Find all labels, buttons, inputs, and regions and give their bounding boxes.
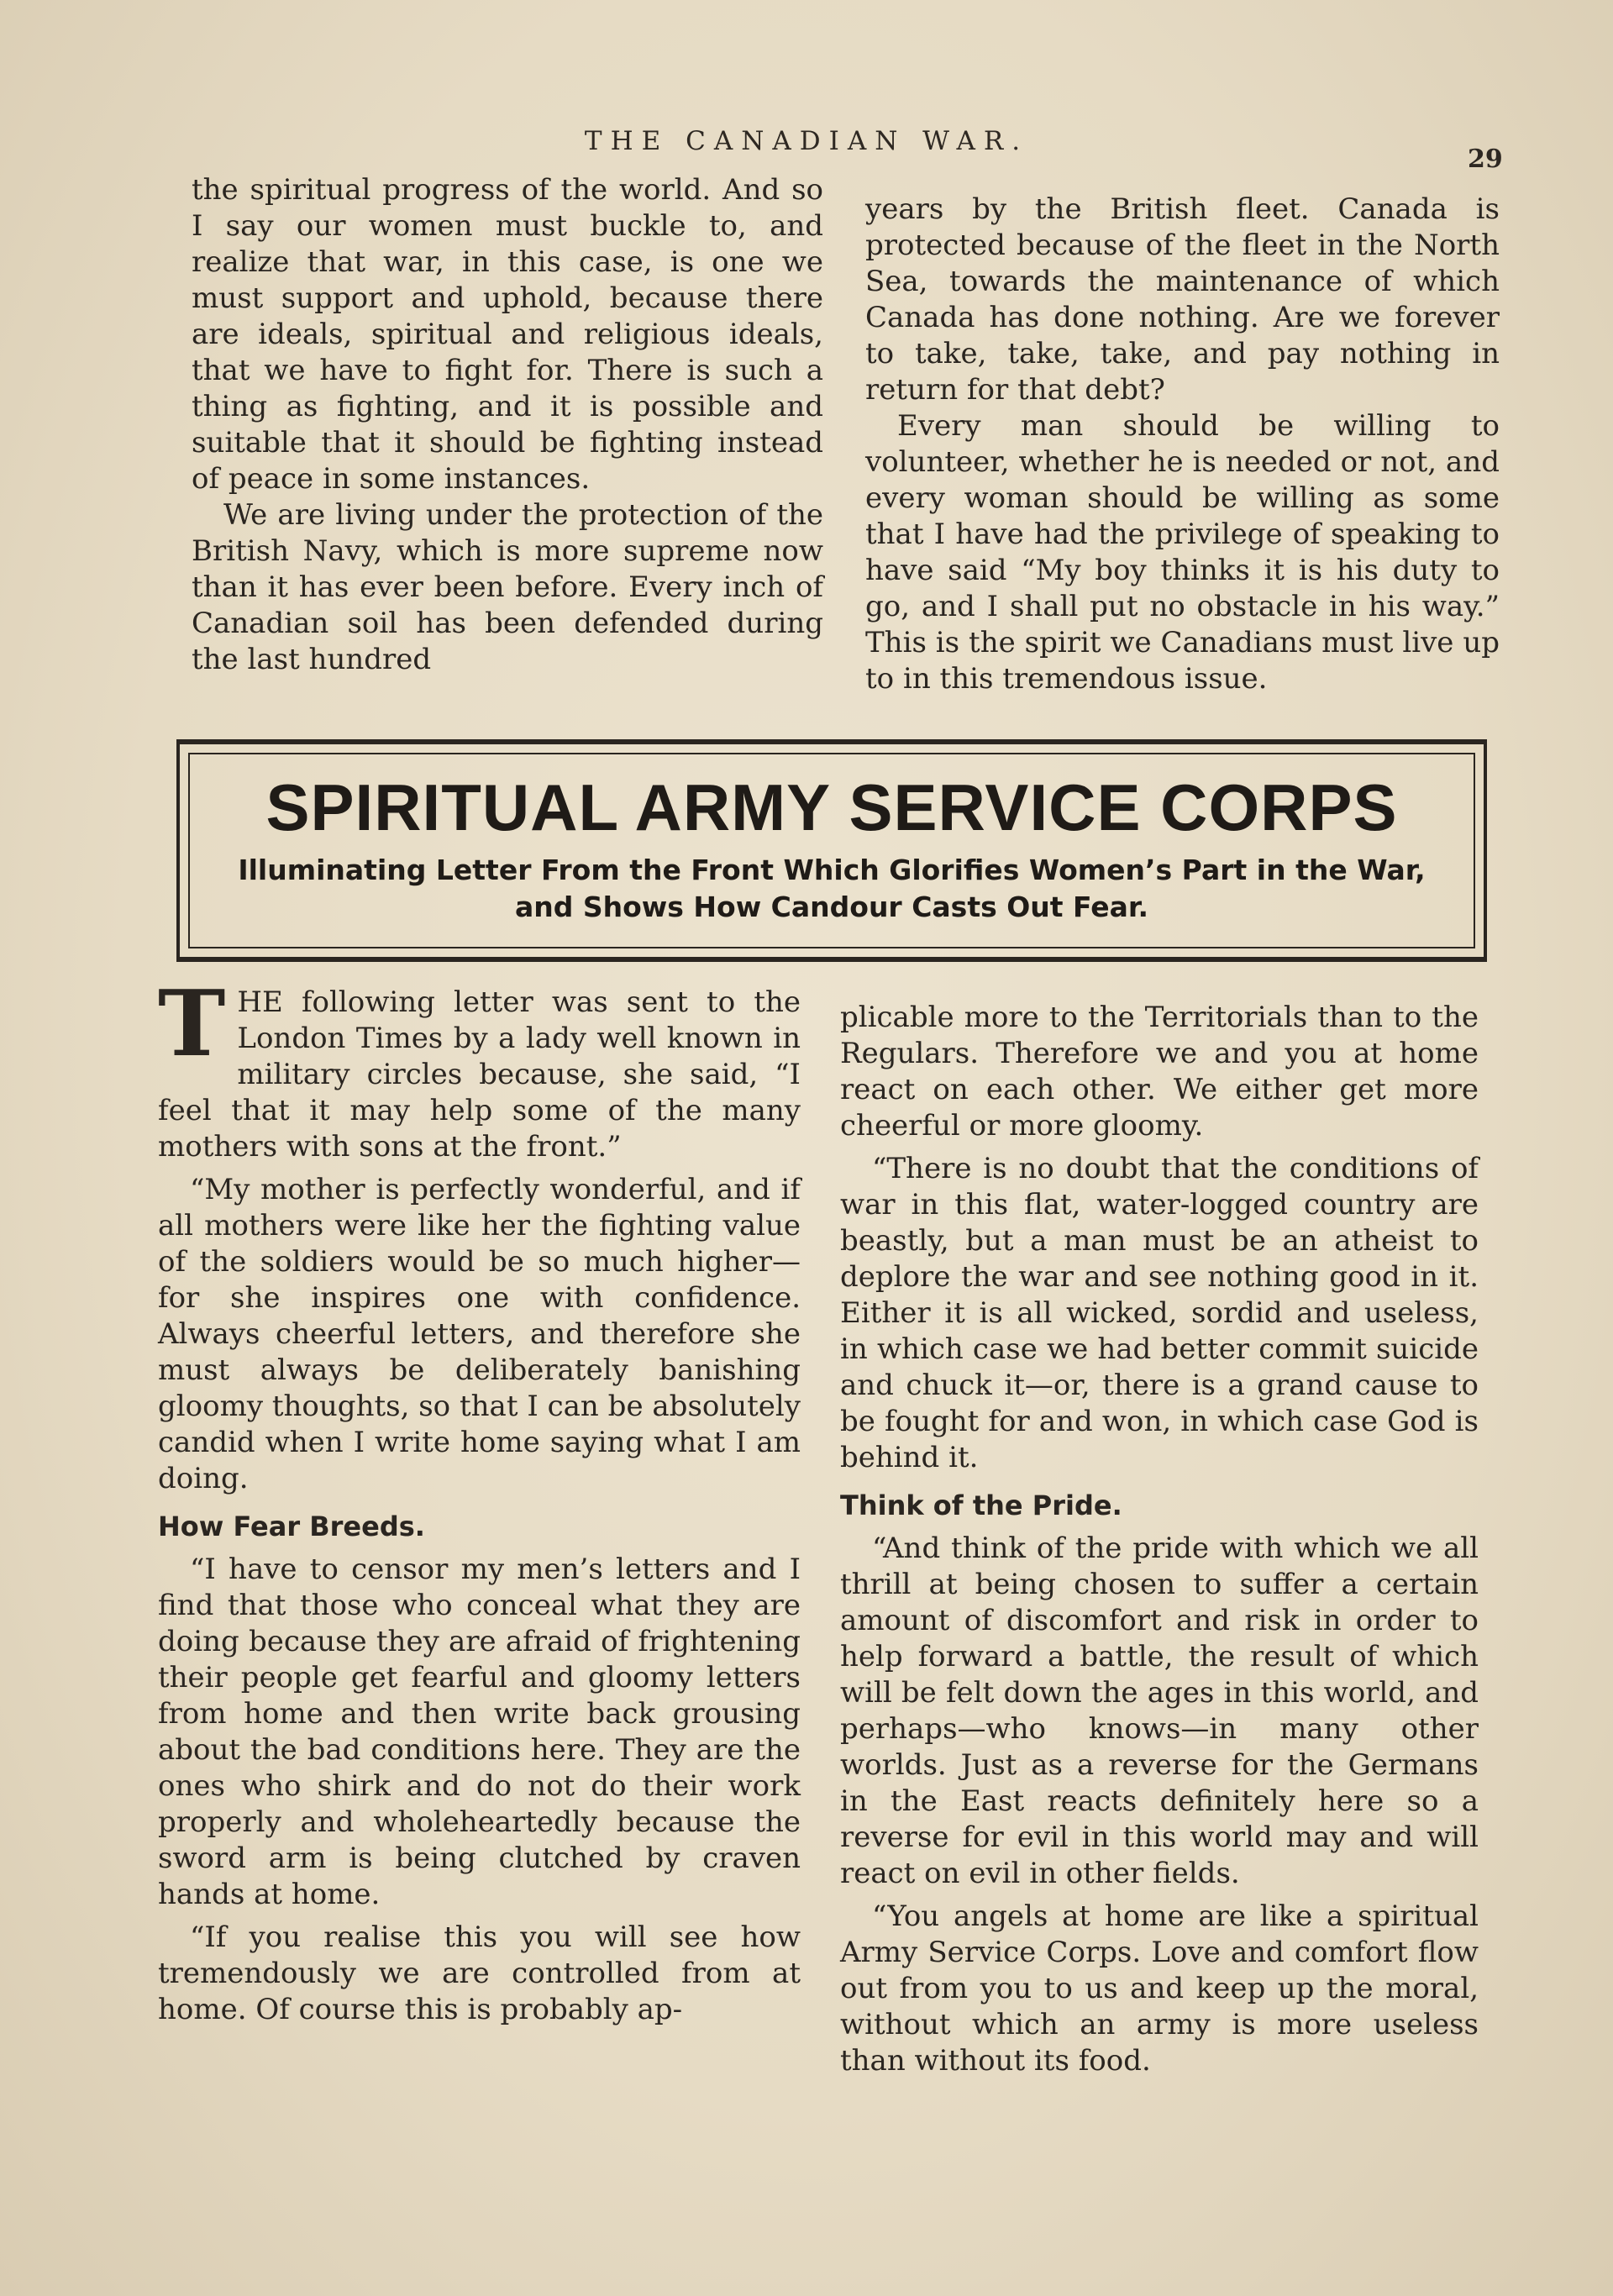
paragraph: “My mother is perfectly wonderful, and if all mothers were like her the fighting value of the soldiers would be so much higher—for she inspires one with confidence. Always cheerful letters, and therefore she must always be deliberately banishing gloomy thoughts, so that I can be absolutely candid when I write home saying what I am doing.	[158, 1173, 801, 1495]
paragraph: “And think of the pride with which we all thrill at being chosen to suffer a certain amount of discomfort and risk in order to help forward a battle, the result of which will be felt down the ages in this world, and perhaps—who knows—in many other worlds. Just as a reverse for the Germans in the East reacts definitely here so a reverse for evil in this world may and will react on evil in other fields.	[840, 1532, 1479, 1890]
paragraph: “If you realise this you will see how tremendously we are controlled from at home. Of course this is probably ap-	[158, 1920, 801, 2026]
article-headline-box	[176, 739, 1487, 962]
running-head: THE CANADIAN WAR.	[584, 126, 1029, 156]
paragraph: “I have to censor my men’s letters and I find that those who conceal what they are doing because they are afraid of frightening their people get fearful and gloomy letters from home and then write back grousing about the bad conditions here. They are the ones who shirk and do not do their work properly and wholeheartedly because the sword arm is being clutched by craven hands at home.	[158, 1553, 801, 1911]
paragraph	[158, 971, 801, 1165]
bottom-left-column	[158, 971, 801, 2028]
top-right-column	[865, 192, 1500, 697]
drop-cap: T	[158, 971, 226, 1077]
article-subtitle: Illuminating Letter From the Front Which Glorifies Women’s Part in the War, and Shows How Candour Casts Out Fear.	[238, 854, 1426, 923]
page-number: 29	[1468, 144, 1503, 174]
paragraph: plicable more to the Territorials than to the Regulars. Therefore we and you at home react on each other. We either get more cheerful or more gloomy.	[840, 1001, 1479, 1143]
paragraph: the spiritual progress of the world. And so I say our women must buckle to, and realize that war, in this case, is one we must support and uphold, because there are ideals, spiritual and religious ideals, that we have to fight for. There is such a thing as fighting, and it is possible and suitable that it should be fighting instead of peace in some instances.	[192, 173, 823, 496]
paragraph: “You angels at home are like a spiritual Army Service Corps. Love and comfort flow out from you to us and keep up the moral, without which an army is more useless than without its food.	[840, 1899, 1479, 2078]
bottom-right-column	[840, 1000, 1479, 2079]
paragraph: Every man should be willing to volunteer, whether he is needed or not, and every woman should be willing as some that I have had the privilege of speaking to have said “My boy thinks it is his duty to go, and I shall put no obstacle in his way.” This is the spirit we Canadians must live up to in this tremendous issue.	[865, 409, 1500, 696]
paragraph-text: HE following letter was sent to the London Times by a lady well known in military circles because, she said, “I feel that it may help some of the many mothers with sons at the front.”	[158, 985, 801, 1164]
top-left-column	[192, 172, 823, 678]
paragraph: “There is no doubt that the conditions of war in this flat, water-logged country are beastly, but a man must be an atheist to deplore the war and see nothing good in it. Either it is all wicked, sordid and useless, in which case we had better commit suicide and chuck it—or, there is a grand cause to be fought for and won, in which case God is behind it.	[840, 1152, 1479, 1474]
paragraph: years by the British fleet. Canada is protected because of the fleet in the North Sea, towards the maintenance of which Canada has done nothing. Are we forever to take, take, take, and pay nothing in return for that debt?	[865, 192, 1500, 407]
paragraph: We are living under the protection of the British Navy, which is more supreme now than it has ever been before. Every inch of Canadian soil has been defended during the last hundred	[192, 498, 823, 676]
section-heading: Think of the Pride.	[840, 1490, 1122, 1521]
section-heading: How Fear Breeds.	[158, 1511, 425, 1542]
article-title: SPIRITUAL ARMY SERVICE CORPS	[265, 770, 1398, 844]
